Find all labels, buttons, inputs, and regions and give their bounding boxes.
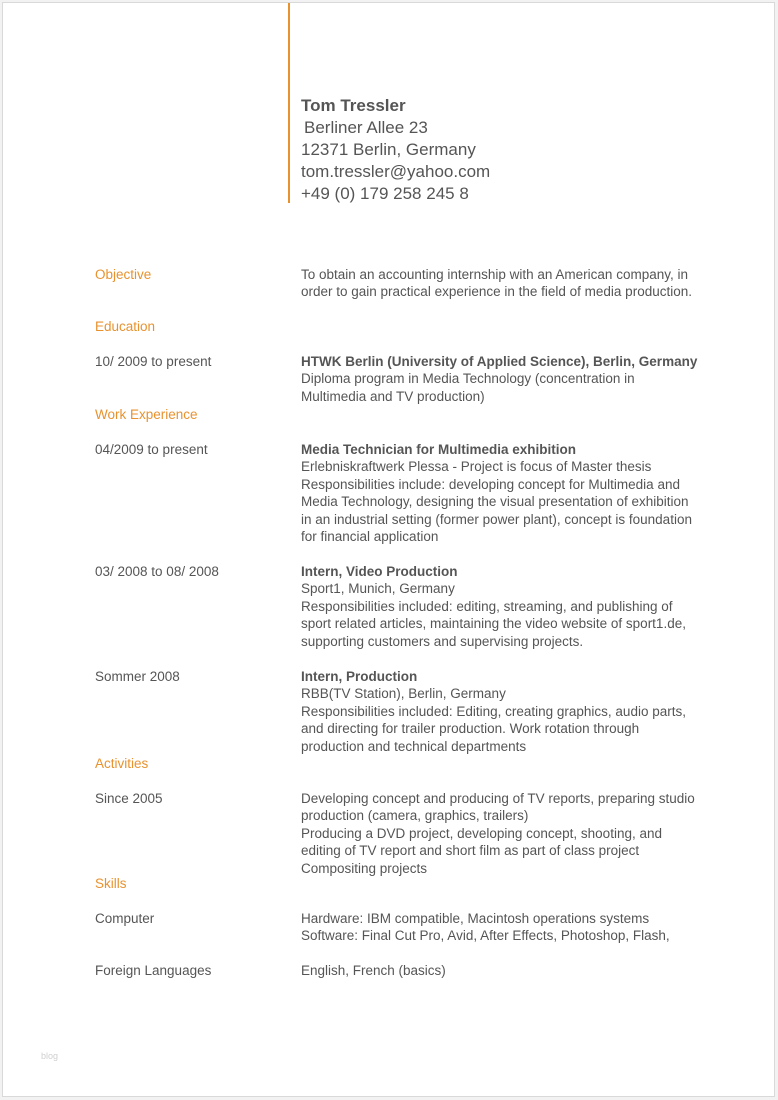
work-line: and directing for trailer production. Work rotation through — [301, 721, 640, 737]
education-entry — [301, 353, 721, 405]
section-skills: Skills — [95, 876, 127, 891]
activities-line: Developing concept and producing of TV reports, preparing studio — [301, 791, 695, 806]
skill-label: Computer — [95, 911, 155, 926]
street-address: Berliner Allee 23 — [304, 118, 428, 137]
skill-line: English, French (basics) — [301, 963, 446, 978]
objective-line: To obtain an accounting internship with an American company, in — [301, 267, 688, 282]
phone-number: +49 (0) 179 258 245 8 — [301, 184, 469, 203]
work-line: Responsibilities included: Editing, creating graphics, audio parts, — [301, 703, 686, 719]
work-date: Sommer 2008 — [95, 669, 180, 684]
work-entry — [301, 563, 721, 650]
work-line: RBB(TV Station), Berlin, Germany — [301, 686, 506, 702]
work-line: sport related articles, maintaining the video website of sport1.de, — [301, 616, 686, 632]
section-work-experience: Work Experience — [95, 407, 198, 422]
work-line: Responsibilities included: editing, streaming, and publishing of — [301, 598, 673, 614]
work-line: Responsibilities include: developing concept for Multimedia and — [301, 476, 680, 492]
accent-divider — [288, 3, 290, 203]
work-line: production and technical departments — [301, 738, 527, 754]
section-objective: Objective — [95, 267, 152, 282]
person-name: Tom Tressler — [301, 96, 406, 115]
section-education: Education — [95, 319, 156, 334]
work-entry — [301, 441, 721, 545]
activities-date: Since 2005 — [95, 791, 163, 806]
objective-text — [301, 266, 721, 301]
work-title: Intern, Video Production — [301, 564, 458, 579]
work-date: 04/2009 to present — [95, 442, 208, 457]
education-line: Multimedia and TV production) — [301, 388, 485, 404]
resume-page — [2, 2, 775, 1097]
education-line: Diploma program in Media Technology (concentration in — [301, 371, 635, 387]
activities-line: editing of TV report and short film as part of class project — [301, 843, 640, 859]
city-address: 12371 Berlin, Germany — [301, 140, 476, 159]
skill-entry — [301, 910, 721, 945]
activities-entry — [301, 790, 721, 877]
work-line: in an industrial setting (former power plant), concept is foundation — [301, 511, 692, 527]
work-line: Erlebniskraftwerk Plessa - Project is focus of Master thesis — [301, 459, 652, 475]
work-entry — [301, 668, 721, 755]
education-title: HTWK Berlin (University of Applied Science), Berlin, Germany — [301, 354, 698, 369]
skill-label: Foreign Languages — [95, 963, 212, 978]
skill-line: Hardware: IBM compatible, Macintosh operations systems — [301, 911, 650, 926]
activities-line: Compositing projects — [301, 860, 428, 876]
work-title: Media Technician for Multimedia exhibition — [301, 442, 577, 457]
activities-line: Producing a DVD project, developing concept, shooting, and — [301, 825, 662, 841]
section-activities: Activities — [95, 756, 149, 771]
education-date: 10/ 2009 to present — [95, 354, 212, 369]
work-line: Media Technology, designing the visual presentation of exhibition — [301, 494, 689, 510]
work-date: 03/ 2008 to 08/ 2008 — [95, 564, 219, 579]
email-address[interactable]: tom.tressler@yahoo.com — [301, 162, 491, 181]
work-line: Sport1, Munich, Germany — [301, 581, 455, 597]
work-title: Intern, Production — [301, 669, 418, 684]
skill-line: Software: Final Cut Pro, Avid, After Effects, Photoshop, Flash, — [301, 928, 670, 944]
skill-entry — [301, 962, 721, 979]
objective-line: order to gain practical experience in the field of media production. — [301, 284, 692, 300]
activities-line: production (camera, graphics, trailers) — [301, 808, 529, 824]
work-line: supporting customers and supervising projects. — [301, 633, 584, 649]
watermark-text: blog — [41, 1051, 59, 1061]
work-line: for financial application — [301, 529, 439, 545]
contact-header — [301, 95, 490, 205]
